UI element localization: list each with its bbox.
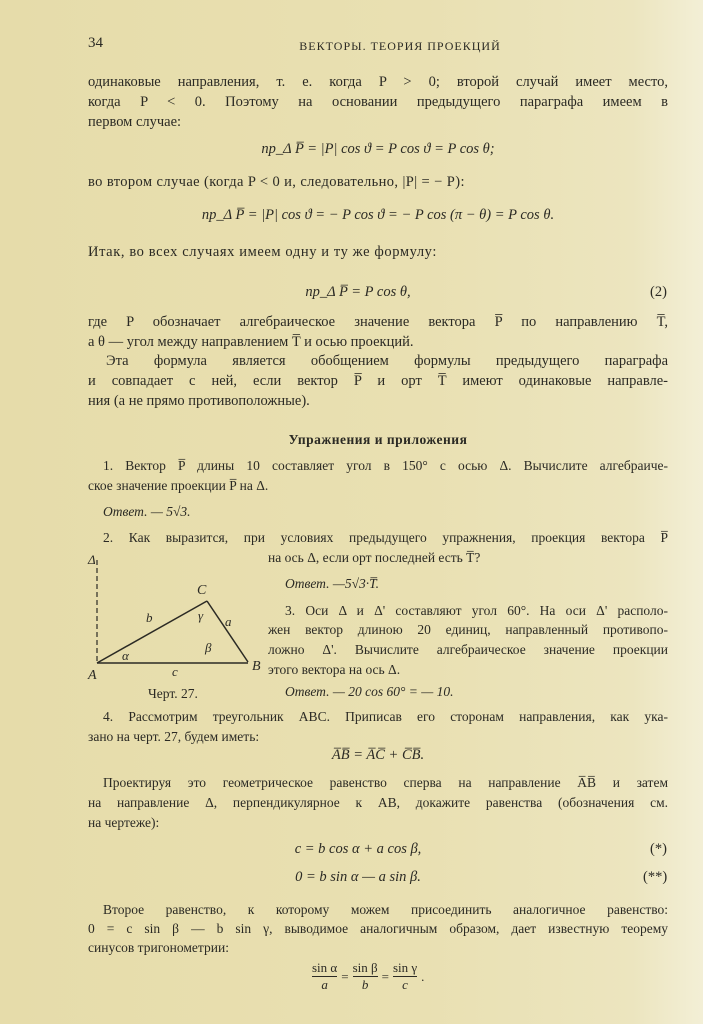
text-line: одинаковые направления, т. е. когда P > 0; второй случай имеет место, (88, 74, 668, 90)
text-line: когда P < 0. Поэтому на основании предыдущего параграфа имеем в (88, 94, 668, 110)
denominator: b (353, 976, 378, 993)
exercise-4: зано на черт. 27, будем иметь: (88, 729, 260, 744)
denominator: c (393, 976, 417, 993)
exercise-2: на ось Δ, если орт последней есть T̅? (268, 550, 481, 565)
text-line: где P обозначает алгебраическое значение вектора P̅ по направлению T̅, (88, 314, 668, 330)
text-line: первом случае: (88, 114, 182, 130)
numerator: sin β (352, 960, 378, 975)
fraction (353, 960, 378, 993)
equation: c = b cos α + a cos β, (294, 841, 422, 857)
equation: 0 = b sin α — a sin β. (295, 869, 421, 885)
equation-number: (2) (650, 284, 667, 300)
side-a-label: a (225, 614, 232, 629)
running-title: ВЕКТОРЫ. ТЕОРИЯ ПРОЕКЦИЙ (299, 39, 501, 53)
axis-label: Δ (88, 552, 96, 567)
equation-number: (*) (650, 841, 667, 857)
text-line: синусов тригонометрии: (88, 940, 229, 955)
equation: пр_Δ P̅ = |P| cos ϑ = P cos ϑ = P cos θ; (261, 141, 495, 157)
exercise-2: 2. Как выразится, при условиях предыдущего упражнения, проекция вектора P̅ (103, 530, 668, 545)
denominator: a (312, 976, 337, 993)
text-line: а θ — угол между направлением T̅ и осью проекций. (88, 334, 414, 350)
exercise-1: 1. Вектор P̅ длины 10 составляет угол в 150° с осью Δ. Вычислите алгебраиче- (103, 458, 668, 473)
side-c-label: c (172, 664, 178, 679)
text-line: 0 = c sin β — b sin γ, выводимое аналогичным образом, дает известную теорему (88, 921, 668, 936)
sine-law-equation (312, 960, 424, 993)
exercise-3: жен вектор длиною 20 единиц, направленный противопо- (268, 622, 668, 637)
angle-beta-label: β (205, 640, 212, 655)
exercise-3: этого вектора на ось Δ. (268, 662, 401, 677)
numerator: sin γ (392, 960, 418, 975)
exercise-4: 4. Рассмотрим треугольник ABC. Приписав его сторонам направления, как ука- (103, 709, 668, 724)
text-line: Второе равенство, к которому можем присоединить аналогичное равенство: (103, 902, 668, 917)
vertex-b-label: B (252, 659, 261, 674)
figure-caption: Черт. 27. (148, 686, 198, 701)
exercise-3: ложно Δ'. Вычислите алгебраическое значение проекции (268, 642, 668, 657)
angle-alpha-label: α (122, 648, 129, 663)
triangle-figure (80, 550, 270, 682)
exercise-3: 3. Оси Δ и Δ' составляют угол 60°. На оси Δ' располо- (285, 603, 668, 618)
section-heading: Упражнения и приложения (288, 432, 468, 447)
answer-3: Ответ. — 20 cos 60° = — 10. (285, 684, 454, 699)
text-line: на чертеже): (88, 815, 160, 830)
text-line: на направление Δ, перпендикулярное к AB, докажите равенства (обозначения см. (88, 795, 668, 810)
text-line: во втором случае (когда P < 0 и, следовательно, |P| = − P): (88, 174, 465, 190)
equation-number: (**) (643, 869, 668, 885)
equals-sign: = (341, 968, 349, 984)
angle-gamma-label: γ (198, 608, 204, 623)
answer-2: Ответ. —5√3·T̅. (285, 576, 380, 591)
vertex-a-label: A (88, 668, 97, 682)
text-line: ния (а не прямо противоположные). (88, 393, 310, 409)
equation: A̅B̅ = A̅C̅ + C̅B̅. (331, 747, 425, 763)
numerator: sin α (312, 960, 338, 975)
text-line: Эта формула является обобщением формулы предыдущего параграфа (106, 353, 668, 369)
side-b-label: b (146, 610, 153, 625)
fraction (312, 960, 337, 993)
text-line: Итак, во всех случаях имеем одну и ту же формулу: (88, 244, 437, 260)
side-a (207, 601, 248, 662)
text-line: Проектируя это геометрическое равенство сперва на направление A̅B̅ и затем (103, 775, 668, 790)
text-line: и совпадает с ней, если вектор P̅ и орт T̅ имеют одинаковые направле- (88, 373, 668, 389)
period: . (421, 968, 425, 984)
exercise-1: ское значение проекции P̅ на Δ. (88, 478, 269, 493)
equation: пр_Δ P̅ = |P| cos ϑ = − P cos ϑ = − P cos (π − θ) = P cos θ. (201, 207, 555, 223)
fraction (393, 960, 417, 993)
vertex-c-label: C (197, 583, 207, 598)
equation: пр_Δ P̅ = P cos θ, (305, 284, 411, 300)
equals-sign: = (381, 968, 389, 984)
answer-1: Ответ. — 5√3. (103, 504, 191, 519)
page-number: 34 (88, 35, 103, 51)
